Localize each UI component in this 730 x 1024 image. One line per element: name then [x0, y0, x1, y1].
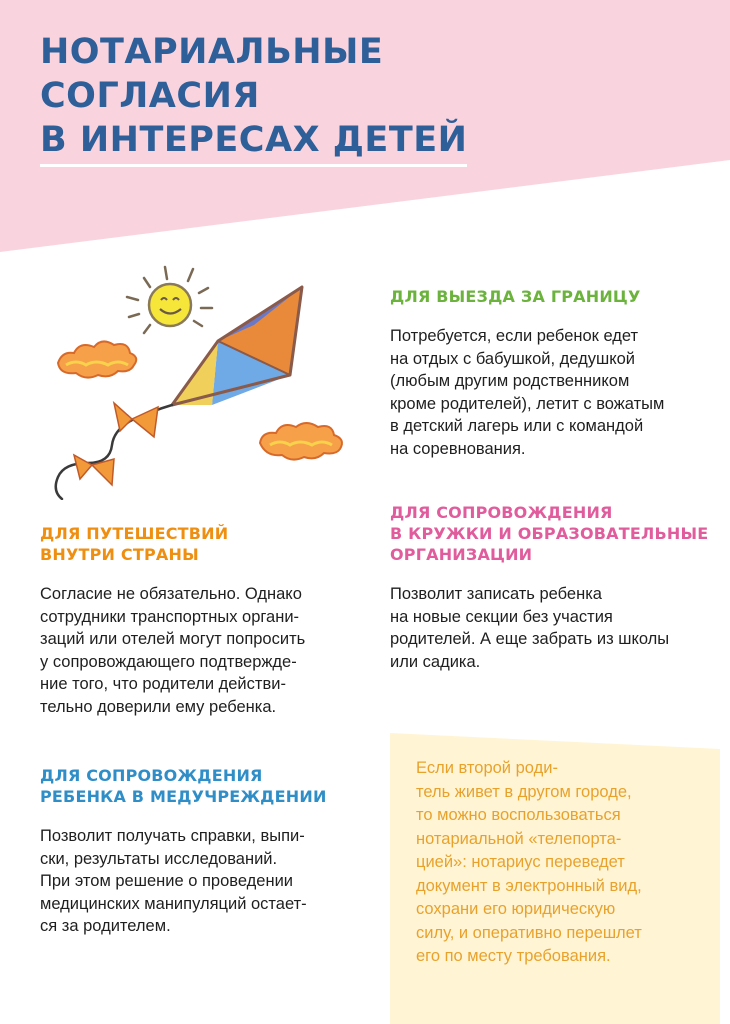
note-line: документ в электронный вид,: [416, 876, 642, 895]
body-line: Согласие не обязательно. Однако: [40, 585, 302, 603]
note-line: то можно воспользоваться: [416, 806, 621, 824]
heading-line: ОРГАНИЗАЦИИ: [390, 545, 533, 564]
heading-line: ДЛЯ СОПРОВОЖДЕНИЯ: [390, 503, 613, 522]
body-line: медицинских манипуляций остает-: [40, 894, 307, 913]
section-clubs: [390, 502, 725, 673]
note-text: [416, 757, 706, 969]
section-domestic: [40, 523, 380, 718]
heading-line: ДЛЯ ВЫЕЗДА ЗА ГРАНИЦУ: [390, 287, 641, 306]
section-medical: [40, 765, 380, 938]
body-line: сотрудники транспортных органи-: [40, 607, 300, 626]
body-line: в детский лагерь или с командой: [390, 417, 644, 435]
body-line: ся за родителем.: [40, 917, 171, 935]
body-line: ние того, что родители действи-: [40, 675, 286, 693]
sun-icon: [127, 267, 212, 333]
note-line: его по месту требования.: [416, 947, 611, 965]
heading-line: ДЛЯ ПУТЕШЕСТВИЙ: [40, 524, 229, 543]
section-heading: [390, 286, 720, 307]
section-heading: [390, 502, 725, 565]
note-line: цией»: нотариус переведет: [416, 853, 625, 871]
section-heading: [40, 523, 380, 565]
note-line: сохрани его юридическую: [416, 900, 616, 918]
body-line: Потребуется, если ребенок едет: [390, 327, 639, 345]
cloud-icon: [58, 341, 136, 377]
body-line: ски, результаты исследований.: [40, 849, 278, 868]
section-heading: [40, 765, 380, 807]
kite-illustration: [40, 255, 370, 500]
body-line: кроме родителей), летит с вожатым: [390, 394, 665, 413]
body-line: Позволит записать ребенка: [390, 585, 602, 603]
heading-line: РЕБЕНКА В МЕДУЧРЕЖДЕНИИ: [40, 787, 327, 806]
note-line: нотариальной «телепорта-: [416, 829, 622, 848]
body-line: или садика.: [390, 652, 481, 671]
title-line: НОТАРИАЛЬНЫЕ: [40, 32, 384, 72]
body-line: на новые секции без участия: [390, 607, 613, 626]
section-body: [390, 325, 720, 460]
body-line: на отдых с бабушкой, дедушкой: [390, 349, 635, 368]
bow-icon: [74, 455, 114, 485]
bow-icon: [114, 403, 158, 437]
heading-line: ДЛЯ СОПРОВОЖДЕНИЯ: [40, 766, 263, 785]
body-line: родителей. А еще забрать из школы: [390, 630, 670, 648]
heading-line: В КРУЖКИ И ОБРАЗОВАТЕЛЬНЫЕ: [390, 524, 709, 543]
body-line: на соревнования.: [390, 439, 526, 458]
body-line: (любым другим родственником: [390, 372, 630, 390]
body-line: При этом решение о проведении: [40, 872, 294, 890]
title-line: В ИНТЕРЕСАХ ДЕТЕЙ: [40, 118, 467, 167]
body-line: Позволит получать справки, выпи-: [40, 827, 305, 845]
body-line: у сопровождающего подтвержде-: [40, 652, 297, 671]
page-title: [40, 30, 467, 167]
body-line: тельно доверили ему ребенка.: [40, 697, 277, 716]
note-line: тель живет в другом городе,: [416, 782, 632, 801]
section-body: [390, 583, 725, 673]
note-line: Если второй роди-: [416, 759, 558, 777]
section-abroad: [390, 286, 720, 460]
section-body: [40, 825, 380, 938]
heading-line: ВНУТРИ СТРАНЫ: [40, 545, 199, 564]
body-line: заций или отелей могут попросить: [40, 630, 306, 648]
note-line: силу, и оперативно перешлет: [416, 923, 642, 942]
cloud-icon: [260, 423, 342, 460]
title-line: СОГЛАСИЯ: [40, 76, 260, 116]
section-body: [40, 583, 380, 718]
